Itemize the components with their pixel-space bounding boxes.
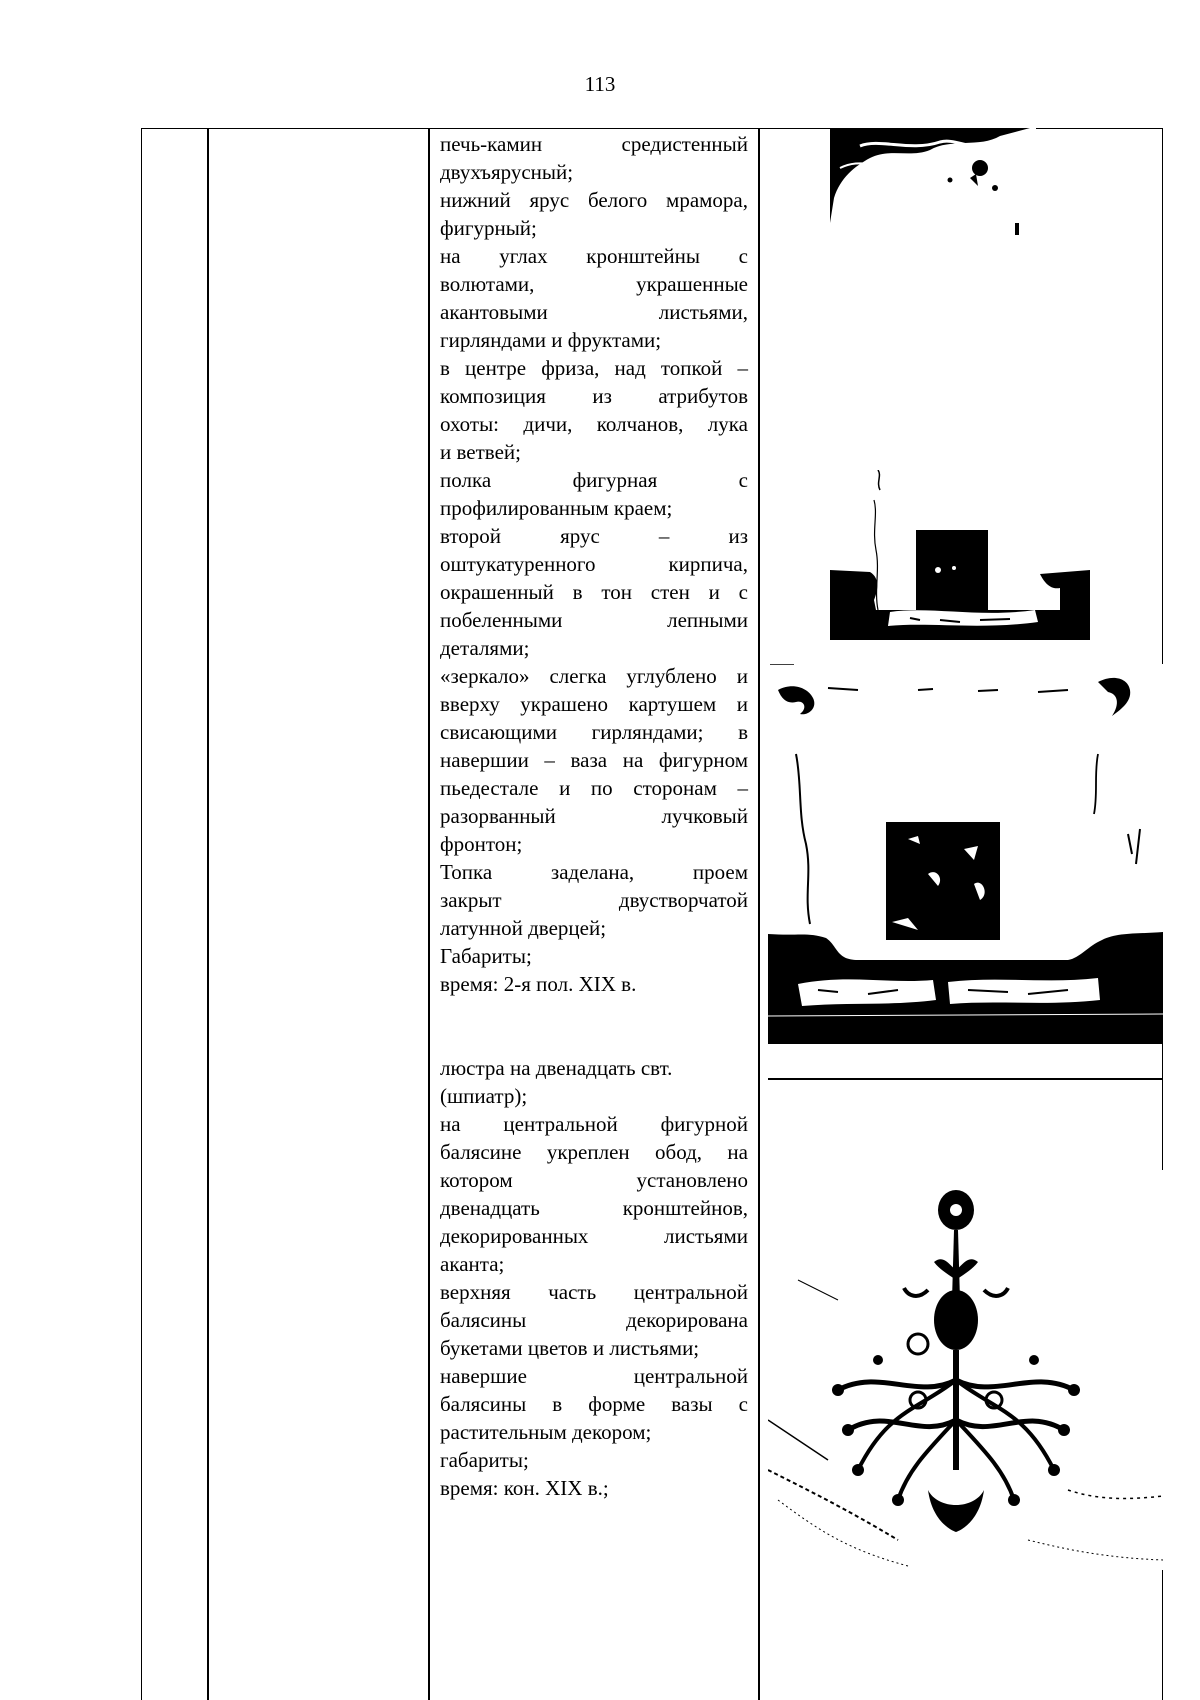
chandelier-photo bbox=[768, 1170, 1163, 1570]
description-line: двухъярусный; bbox=[440, 160, 574, 184]
description-line: акантовыми листьями, bbox=[440, 300, 748, 324]
description-line: свисающими гирляндами; в bbox=[440, 720, 748, 744]
fireplace-description bbox=[440, 130, 748, 998]
fireplace-main-photo bbox=[768, 664, 1163, 1044]
photo-separator bbox=[768, 1078, 1163, 1080]
description-line: Топка заделана, проем bbox=[440, 860, 748, 884]
description-line: охоты: дичи, колчанов, лука bbox=[440, 412, 748, 436]
description-line: навершие центральной bbox=[440, 1364, 748, 1388]
description-line: люстра на двенадцать свт. bbox=[440, 1056, 673, 1080]
fireplace-top-photo bbox=[830, 128, 1036, 238]
description-line: время: кон. XIX в.; bbox=[440, 1476, 609, 1500]
description-line: балясине укреплен обод, на bbox=[440, 1140, 748, 1164]
description-line: (шпиатр); bbox=[440, 1084, 528, 1108]
description-line: фигурный; bbox=[440, 216, 537, 240]
description-line: полка фигурная с bbox=[440, 468, 748, 492]
description-line: в центре фриза, над топкой – bbox=[440, 356, 748, 380]
description-line: балясины декорирована bbox=[440, 1308, 748, 1332]
description-line: букетами цветов и листьями; bbox=[440, 1336, 700, 1360]
description-line: фронтон; bbox=[440, 832, 523, 856]
description-line: профилированным краем; bbox=[440, 496, 673, 520]
description-line: на центральной фигурной bbox=[440, 1112, 748, 1136]
description-line: пьедестале и по сторонам – bbox=[440, 776, 748, 800]
description-line: время: 2-я пол. XIX в. bbox=[440, 972, 637, 996]
description-line: декорированных листьями bbox=[440, 1224, 748, 1248]
description-line: и ветвей; bbox=[440, 440, 521, 464]
description-line: печь-камин средистенный bbox=[440, 132, 748, 156]
description-line: закрыт двустворчатой bbox=[440, 888, 748, 912]
description-line: гирляндами и фруктами; bbox=[440, 328, 662, 352]
description-line: деталями; bbox=[440, 636, 530, 660]
fireplace-small-photo bbox=[830, 470, 1090, 640]
column-divider bbox=[428, 128, 430, 1700]
description-line: на углах кронштейны с bbox=[440, 244, 748, 268]
description-line: окрашенный в тон стен и с bbox=[440, 580, 748, 604]
description-line: растительным декором; bbox=[440, 1420, 652, 1444]
description-line: аканта; bbox=[440, 1252, 505, 1276]
page-number: 113 bbox=[584, 72, 616, 96]
description-line: оштукатуренного кирпича, bbox=[440, 552, 748, 576]
description-line: волютами, украшенные bbox=[440, 272, 748, 296]
description-line: разорванный лучковый bbox=[440, 804, 748, 828]
description-line: вверху украшено картушем и bbox=[440, 692, 748, 716]
description-line: котором установлено bbox=[440, 1168, 748, 1192]
description-line: верхняя часть центральной bbox=[440, 1280, 748, 1304]
description-line: композиция из атрибутов bbox=[440, 384, 748, 408]
description-line: побеленными лепными bbox=[440, 608, 748, 632]
column-divider bbox=[207, 128, 209, 1700]
description-line: нижний ярус белого мрамора, bbox=[440, 188, 748, 212]
description-line: навершии – ваза на фигурном bbox=[440, 748, 748, 772]
description-line: «зеркало» слегка углублено и bbox=[440, 664, 748, 688]
column-divider bbox=[758, 128, 760, 1700]
description-line: двенадцать кронштейнов, bbox=[440, 1196, 748, 1220]
description-line: латунной дверцей; bbox=[440, 916, 607, 940]
description-line: габариты; bbox=[440, 1448, 529, 1472]
chandelier-description bbox=[440, 1054, 748, 1502]
description-line: второй ярус – из bbox=[440, 524, 748, 548]
description-line: балясины в форме вазы с bbox=[440, 1392, 748, 1416]
description-line: Габариты; bbox=[440, 944, 532, 968]
